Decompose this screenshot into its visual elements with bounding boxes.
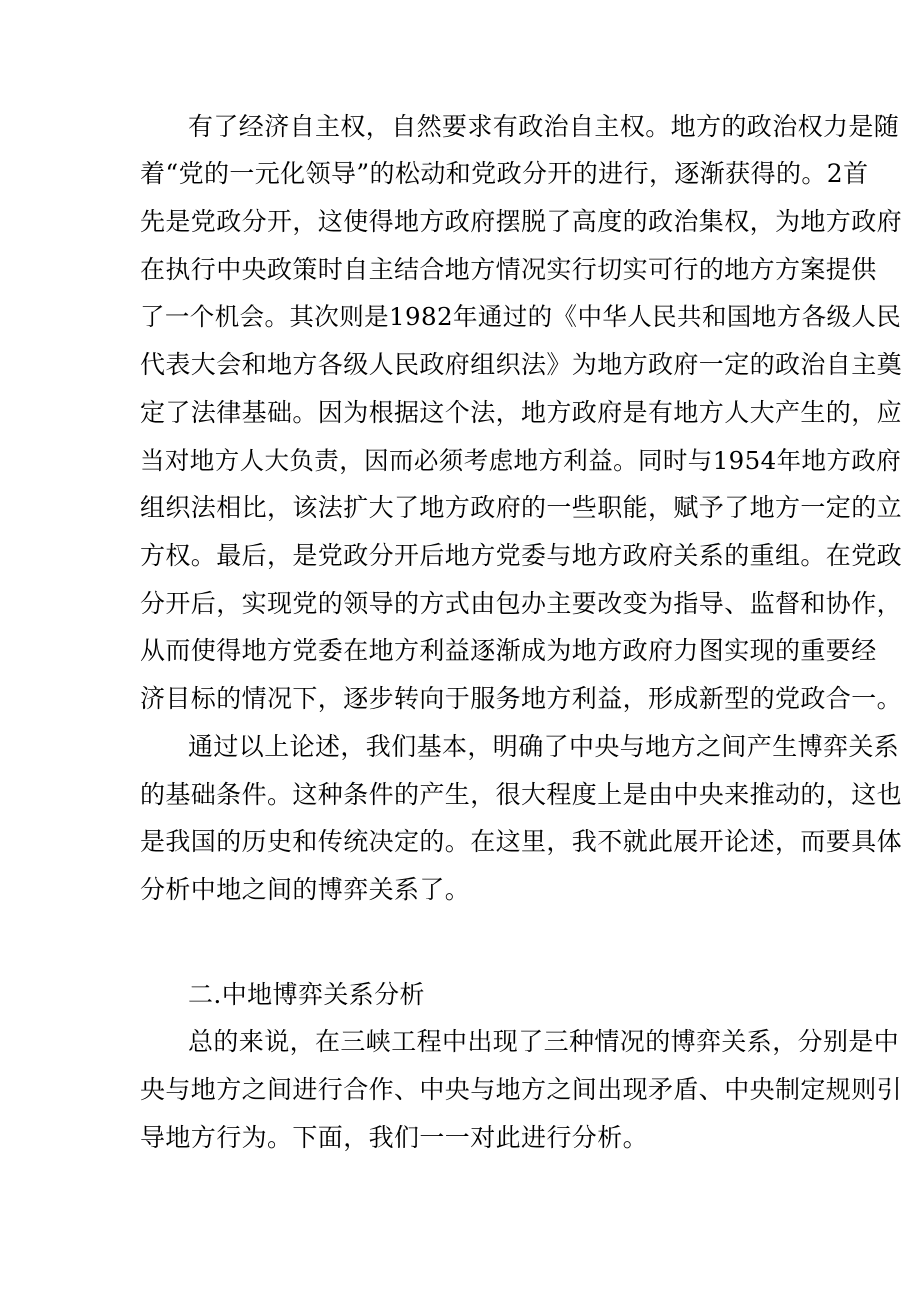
text-line: 是我国的历史和传统决定的。在这里，我不就此展开论述，而要具体: [140, 827, 903, 856]
text-line: 济目标的情况下，逐步转向于服务地方利益，形成新型的党政合一。: [140, 684, 903, 713]
text-line: 分析中地之间的博弈关系了。: [140, 875, 471, 904]
text-line: 总的来说，在三峡工程中出现了三种情况的博弈关系，分别是中: [188, 1027, 900, 1056]
text-line: 定了法律基础。因为根据这个法，地方政府是有地方人大产生的，应: [140, 398, 903, 427]
text-line: 有了经济自主权，自然要求有政治自主权。地方的政治权力是随: [188, 112, 900, 141]
text-line: 代表大会和地方各级人民政府组织法》为地方政府一定的政治自主奠: [140, 350, 903, 379]
text-line: 着“党的一元化领导”的松动和党政分开的进行，逐渐获得的。2首: [140, 159, 869, 188]
text-line: 了一个机会。其次则是1982年通过的《中华人民共和国地方各级人民: [140, 302, 902, 331]
text-line: 组织法相比，该法扩大了地方政府的一些职能，赋予了地方一定的立: [140, 493, 903, 522]
section-heading: 二.中地博弈关系分析: [188, 980, 425, 1009]
text-line: 先是党政分开，这使得地方政府摆脱了高度的政治集权，为地方政府: [140, 207, 903, 236]
text-line: 导地方行为。下面，我们一一对此进行分析。: [140, 1123, 649, 1152]
text-line: 从而使得地方党委在地方利益逐渐成为地方政府力图实现的重要经: [140, 636, 877, 665]
text-line: 当对地方人大负责，因而必须考虑地方利益。同时与1954年地方政府: [140, 446, 902, 475]
text-line: 央与地方之间进行合作、中央与地方之间出现矛盾、中央制定规则引: [140, 1075, 903, 1104]
text-line: 分开后，实现党的领导的方式由包办主要改变为指导、监督和协作，: [140, 589, 903, 618]
text-line: 方权。最后，是党政分开后地方党委与地方政府关系的重组。在党政: [140, 541, 903, 570]
text-line: 通过以上论述，我们基本，明确了中央与地方之间产生博弈关系: [188, 732, 900, 761]
text-line: 在执行中央政策时自主结合地方情况实行切实可行的地方方案提供: [140, 255, 877, 284]
text-line: 的基础条件。这种条件的产生，很大程度上是由中央来推动的，这也: [140, 780, 903, 809]
